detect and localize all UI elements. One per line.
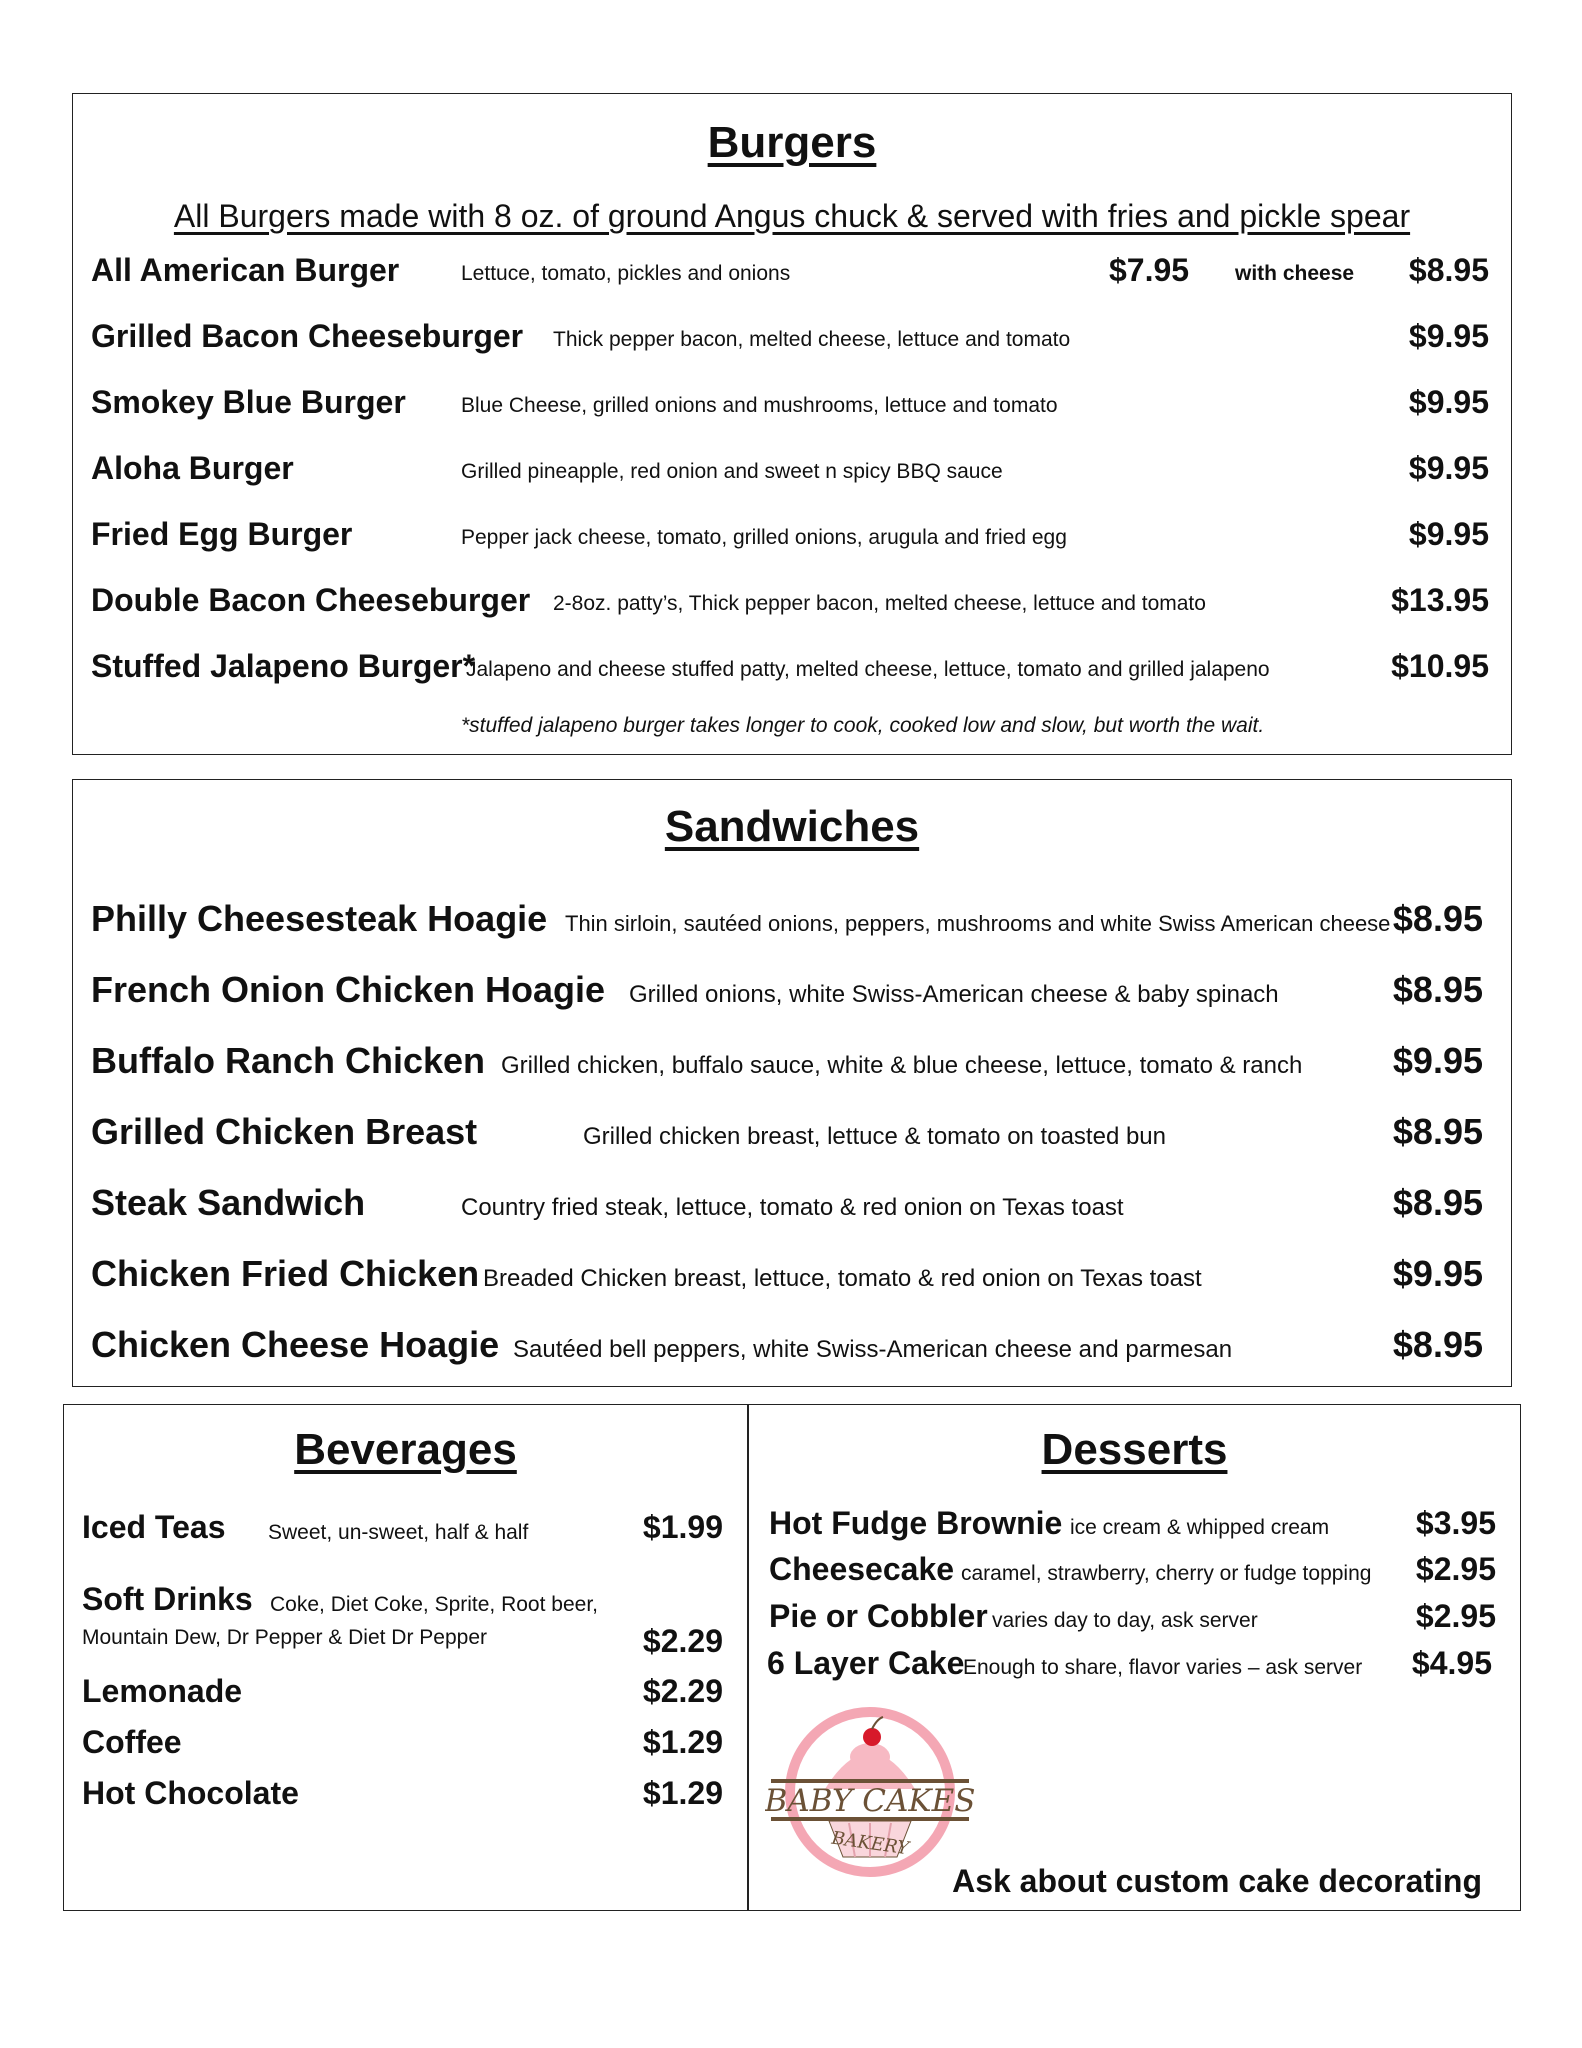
item-name: Buffalo Ranch Chicken [91, 1040, 486, 1081]
menu-item [73, 898, 1511, 948]
item-name: All American Burger [91, 252, 400, 288]
beverages-section [64, 1405, 747, 1910]
menu-item [73, 1040, 1511, 1090]
menu-item [64, 1673, 747, 1723]
jalapeno-note: *stuffed jalapeno burger takes longer to cook, cooked low and slow, but worth the wait. [461, 714, 1265, 737]
menu-item [73, 1253, 1511, 1303]
menu-item [73, 1111, 1511, 1161]
item-description: Country fried steak, lettuce, tomato & red onion on Texas toast [461, 1194, 1124, 1221]
beverages-title: Beverages [294, 1425, 517, 1474]
item-price: $8.95 [1392, 1182, 1483, 1223]
item-price: $3.95 [1415, 1505, 1496, 1541]
menu-item [73, 450, 1511, 500]
item-description: caramel, strawberry, cherry or fudge topping [961, 1562, 1372, 1585]
item-name: Aloha Burger [91, 450, 294, 486]
item-description: Breaded Chicken breast, lettuce, tomato & red onion on Texas toast [483, 1265, 1202, 1292]
item-name: Coffee [82, 1724, 182, 1760]
menu-item [749, 1505, 1520, 1555]
menu-item [64, 1724, 747, 1774]
item-name: Philly Cheesesteak Hoagie [91, 898, 548, 939]
menu-item [64, 1581, 747, 1661]
item-description: Jalapeno and cheese stuffed patty, melted cheese, lettuce, tomato and grilled jalapeno [466, 658, 1270, 681]
item-price: $13.95 [1391, 582, 1489, 618]
item-description: Sautéed bell peppers, white Swiss-American cheese and parmesan [513, 1336, 1233, 1363]
with-cheese-label: with cheese [1235, 262, 1355, 285]
item-description: 2-8oz. patty’s, Thick pepper bacon, melted cheese, lettuce and tomato [553, 592, 1206, 615]
item-price: $8.95 [1408, 252, 1489, 288]
bottom-section [63, 1404, 1521, 1911]
item-price: $9.95 [1408, 318, 1489, 354]
item-description: Grilled chicken breast, lettuce & tomato on toasted bun [583, 1123, 1166, 1150]
item-name: Grilled Bacon Cheeseburger [91, 318, 524, 354]
item-price: $8.95 [1392, 969, 1483, 1010]
item-price: $10.95 [1391, 648, 1489, 684]
custom-cake-note: Ask about custom cake decorating [952, 1863, 1482, 1899]
item-price: $2.29 [642, 1673, 723, 1709]
item-name: Fried Egg Burger [91, 516, 353, 552]
item-description: Thin sirloin, sautéed onions, peppers, mushrooms and white Swiss American cheese [565, 911, 1391, 936]
item-price: $9.95 [1392, 1040, 1483, 1081]
item-name: Soft Drinks [82, 1581, 253, 1617]
item-description: Grilled chicken, buffalo sauce, white & blue cheese, lettuce, tomato & ranch [501, 1052, 1303, 1079]
item-price: $1.99 [642, 1509, 723, 1545]
logo-text-bottom: BAKERY [830, 1827, 911, 1860]
item-name: Iced Teas [82, 1509, 226, 1545]
item-description: Sweet, un-sweet, half & half [268, 1521, 529, 1544]
item-name: Lemonade [82, 1673, 243, 1709]
item-price: $4.95 [1411, 1645, 1492, 1681]
item-price: $2.95 [1415, 1551, 1496, 1587]
item-name: Hot Fudge Brownie [769, 1505, 1063, 1541]
item-description: Coke, Diet Coke, Sprite, Root beer, [270, 1593, 598, 1616]
item-price: $9.95 [1408, 450, 1489, 486]
menu-item [73, 969, 1511, 1019]
menu-item [73, 1182, 1511, 1232]
menu-item [73, 1324, 1511, 1374]
item-description: varies day to day, ask server [992, 1609, 1258, 1632]
item-price: $8.95 [1392, 898, 1483, 939]
item-description: Pepper jack cheese, tomato, grilled onions, arugula and fried egg [461, 526, 1067, 549]
item-price: $8.95 [1392, 1324, 1483, 1365]
item-name: Cheesecake [769, 1551, 955, 1587]
item-price: $9.95 [1408, 516, 1489, 552]
sandwiches-title: Sandwiches [664, 802, 920, 851]
sandwiches-section [72, 779, 1512, 1387]
item-name: Stuffed Jalapeno Burger* [91, 648, 476, 684]
burgers-title: Burgers [707, 118, 877, 167]
desserts-title: Desserts [1041, 1425, 1228, 1474]
item-description: Grilled onions, white Swiss-American cheese & baby spinach [629, 981, 1279, 1008]
menu-item [73, 252, 1511, 302]
burgers-section [72, 93, 1512, 755]
menu-item [73, 582, 1511, 632]
item-name: Hot Chocolate [82, 1775, 299, 1811]
menu-item [73, 648, 1511, 698]
item-name: French Onion Chicken Hoagie [91, 969, 606, 1010]
burgers-subtitle: All Burgers made with 8 oz. of ground Angus chuck & served with fries and pickle spear [173, 198, 1411, 234]
item-name: 6 Layer Cake [767, 1645, 965, 1681]
item-price: $2.95 [1415, 1598, 1496, 1634]
item-description: ice cream & whipped cream [1070, 1516, 1330, 1539]
menu-item [749, 1598, 1520, 1648]
item-name: Pie or Cobbler [769, 1598, 988, 1634]
item-price: $1.29 [642, 1775, 723, 1811]
item-description: Enough to share, flavor varies – ask server [963, 1656, 1363, 1679]
item-price: $9.95 [1408, 384, 1489, 420]
item-description-continued: Mountain Dew, Dr Pepper & Diet Dr Pepper [82, 1626, 488, 1649]
desserts-section [749, 1405, 1520, 1910]
item-base-price: $7.95 [1109, 252, 1190, 288]
item-description: Blue Cheese, grilled onions and mushrooms, lettuce and tomato [461, 394, 1058, 417]
item-name: Chicken Cheese Hoagie [91, 1324, 500, 1365]
logo-text-top: BABY CAKES [765, 1783, 975, 1819]
item-name: Chicken Fried Chicken [91, 1253, 480, 1294]
menu-item [73, 318, 1511, 368]
menu-item [64, 1775, 747, 1825]
baby-cakes-logo [765, 1707, 975, 1877]
item-name: Steak Sandwich [91, 1182, 366, 1223]
item-price: $9.95 [1392, 1253, 1483, 1294]
menu-item [749, 1645, 1520, 1695]
item-name: Grilled Chicken Breast [91, 1111, 478, 1152]
item-description: Grilled pineapple, red onion and sweet n spicy BBQ sauce [461, 460, 1003, 483]
item-name: Double Bacon Cheeseburger [91, 582, 531, 618]
item-name: Smokey Blue Burger [91, 384, 406, 420]
menu-item [749, 1551, 1520, 1601]
item-description: Lettuce, tomato, pickles and onions [461, 262, 791, 285]
item-price: $8.95 [1392, 1111, 1483, 1152]
menu-item [64, 1509, 747, 1559]
menu-item [73, 516, 1511, 566]
item-price: $2.29 [642, 1623, 723, 1659]
item-description: Thick pepper bacon, melted cheese, lettuce and tomato [553, 328, 1071, 351]
item-price: $1.29 [642, 1724, 723, 1760]
menu-item [73, 384, 1511, 434]
